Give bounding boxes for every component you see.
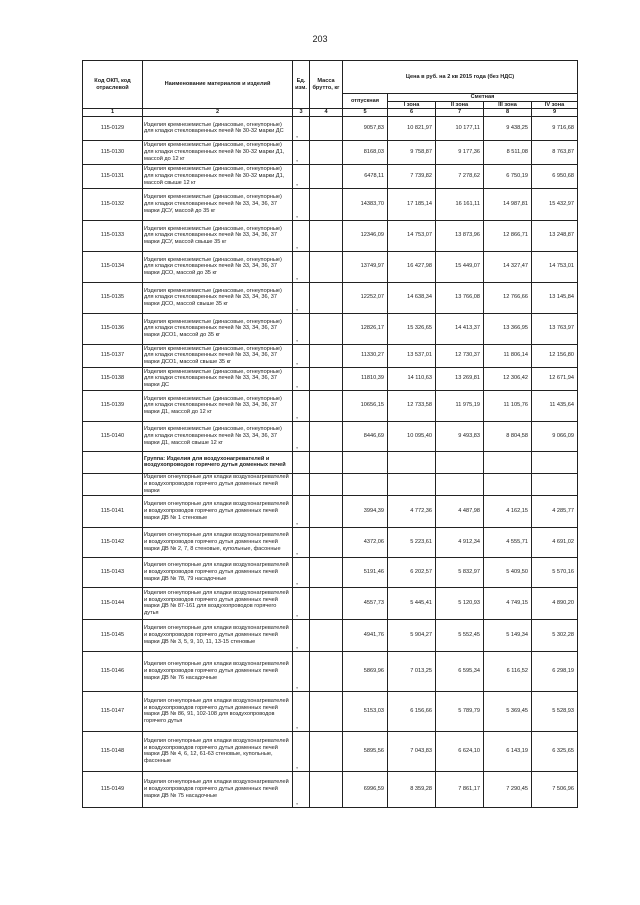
price-zone-3: 5 409,50: [484, 557, 532, 587]
price-zone-2: 5 832,97: [436, 557, 484, 587]
price-zone-4: 8 763,87: [532, 140, 578, 164]
item-code: 115-0129: [83, 116, 143, 140]
price-zone-3: 4 162,15: [484, 495, 532, 527]
unit-mark: т: [296, 551, 298, 557]
item-code: 115-0132: [83, 188, 143, 220]
price-zone-3: 4 749,15: [484, 587, 532, 619]
price-zone-2: 11 975,19: [436, 390, 484, 421]
unit-mark: т: [296, 361, 298, 367]
item-code: 115-0131: [83, 164, 143, 188]
price-zone-4: 5 528,93: [532, 691, 578, 731]
item-code: 115-0145: [83, 619, 143, 651]
item-name-text: Изделия огнеупорные для кладки воздухонагревателей и воздухопроводов горячего дутья доменных печей марки ДВ № 86, 91, 102-108 для воздухопроводов горячего дутья: [144, 698, 289, 724]
item-name: [143, 251, 298, 282]
item-mass: [310, 164, 343, 188]
price-zone-1: 9 758,87: [388, 140, 436, 164]
item-mass: [310, 495, 343, 527]
unit-mark: т: [296, 415, 298, 421]
unit-mark: т: [296, 801, 298, 807]
price-zone-1: 14 638,34: [388, 282, 436, 313]
item-name-text: Изделия огнеупорные для кладки воздухонагревателей и воздухопроводов горячего дутья доменных печей марки ДВ № 78, 79 насадочные: [144, 562, 289, 582]
table-row: [83, 771, 578, 807]
price-release: 14383,70: [343, 188, 388, 220]
column-number: 1: [83, 109, 143, 117]
price-zone-1: 10 095,40: [388, 421, 436, 451]
item-code: 115-0144: [83, 587, 143, 619]
item-name: [143, 390, 298, 421]
price-zone-1: 5 904,27: [388, 619, 436, 651]
price-zone-1: 10 821,97: [388, 116, 436, 140]
table-row: [83, 390, 578, 421]
price-zone-4: 4 285,77: [532, 495, 578, 527]
item-name-text: Изделия кремнеземистые (динасовые, огнеупорные) для кладки стекловаренных печей № 33, 34, 36, 37 марки Д1, массой свыше 12 кг: [144, 426, 282, 446]
header-code: Код ОКП, код отраслевой: [83, 61, 143, 109]
item-name-text: Изделия огнеупорные для кладки воздухонагревателей и воздухопроводов горячего дутья доменных печей марки ДВ № 76 насадочные: [144, 661, 289, 681]
price-release: 9057,83: [343, 116, 388, 140]
price-zone-2: 5 789,79: [436, 691, 484, 731]
price-zone-1: 6 202,57: [388, 557, 436, 587]
price-zone-1: 7 739,82: [388, 164, 436, 188]
header-zone-4: IV зона: [532, 101, 578, 109]
item-mass: [310, 771, 343, 807]
price-release: 12252,07: [343, 282, 388, 313]
header-zone-1: I зона: [388, 101, 436, 109]
price-zone-3: 14 327,47: [484, 251, 532, 282]
item-name-text: Изделия огнеупорные для кладки воздухонагревателей и воздухопроводов горячего дутья доменных печей марки ДВ № 2, 7, 8 стеновые, купольные, фасонные: [144, 532, 289, 552]
price-zone-3: 8 511,08: [484, 140, 532, 164]
price-zone-3: 4 555,71: [484, 527, 532, 557]
item-name-text: Изделия кремнеземистые (динасовые, огнеупорные) для кладки стекловаренных печей № 33, 34, 36, 37 марки ДСУ, массой свыше 35 кг: [144, 225, 282, 246]
item-code: 115-0139: [83, 390, 143, 421]
price-zone-3: 11 105,76: [484, 390, 532, 421]
header-zone-2: II зона: [436, 101, 484, 109]
item-name: [143, 282, 298, 313]
item-name: [143, 495, 298, 527]
item-name-text: Изделия кремнеземистые (динасовые, огнеупорные) для кладки стекловаренных печей № 33, 34, 36, 37 марки ДСО1, массой свыше 35 кг: [144, 345, 282, 366]
table-row: [83, 619, 578, 651]
price-zone-3: 9 438,25: [484, 116, 532, 140]
item-mass: [310, 527, 343, 557]
price-zone-3: 6 143,19: [484, 731, 532, 771]
item-mass: [310, 140, 343, 164]
price-release: 5895,56: [343, 731, 388, 771]
item-code: 115-0136: [83, 313, 143, 344]
item-unit: [293, 282, 310, 313]
item-name-text: Изделия огнеупорные для кладки воздухонагревателей и воздухопроводов горячего дутья доменных печей марки ДВ № 4, 6, 12, 61-63 стеновые, купольные, фасонные: [144, 738, 289, 764]
table-row: [83, 188, 578, 220]
unit-mark: т: [296, 613, 298, 619]
header-price-group: Цена в руб. на 2 кв 2015 года (без НДС): [343, 61, 578, 94]
price-zone-1: 13 537,01: [388, 344, 436, 367]
item-code: 115-0135: [83, 282, 143, 313]
unit-mark: т: [296, 134, 298, 140]
item-mass: [310, 421, 343, 451]
item-name: [143, 731, 298, 771]
table-row: [83, 251, 578, 282]
table-row: [83, 282, 578, 313]
table-row: [83, 313, 578, 344]
unit-mark: т: [296, 725, 298, 731]
item-unit: [293, 619, 310, 651]
unit-mark: т: [296, 158, 298, 164]
item-name: [143, 313, 298, 344]
unit-mark: т: [296, 245, 298, 251]
price-release: 5869,96: [343, 651, 388, 691]
table-row: [83, 557, 578, 587]
header-estimated: Сметная: [388, 94, 578, 102]
price-zone-4: 6 950,68: [532, 164, 578, 188]
price-release: 12346,09: [343, 220, 388, 251]
item-unit: [293, 188, 310, 220]
item-mass: [310, 619, 343, 651]
unit-mark: т: [296, 445, 298, 451]
price-zone-4: 11 435,64: [532, 390, 578, 421]
item-unit: [293, 344, 310, 367]
item-unit: [293, 495, 310, 527]
item-mass: [310, 557, 343, 587]
unit-mark: т: [296, 182, 298, 188]
price-zone-4: 9 716,68: [532, 116, 578, 140]
item-name: [143, 116, 298, 140]
price-zone-2: 7 861,17: [436, 771, 484, 807]
price-zone-4: 7 506,96: [532, 771, 578, 807]
price-zone-4: 15 432,97: [532, 188, 578, 220]
item-unit: [293, 731, 310, 771]
price-zone-4: 5 570,16: [532, 557, 578, 587]
column-number: 4: [310, 109, 343, 117]
price-zone-1: 7 013,25: [388, 651, 436, 691]
price-release: 4372,06: [343, 527, 388, 557]
table-row: [83, 731, 578, 771]
item-name-text: Изделия кремнеземистые (динасовые, огнеупорные) для кладки стекловаренных печей № 33, 34, 36, 37 марки ДСУ, массой до 35 кг: [144, 194, 282, 214]
item-name: [143, 344, 298, 367]
item-mass: [310, 651, 343, 691]
item-name: [143, 619, 298, 651]
item-mass: [310, 587, 343, 619]
table-row: [83, 344, 578, 367]
column-number: 2: [143, 109, 293, 117]
unit-mark: т: [296, 307, 298, 313]
item-name: [143, 771, 298, 807]
item-name-text: Изделия огнеупорные для кладки воздухонагревателей и воздухопроводов горячего дутья доменных печей марки ДВ № 87-161 для воздухопроводов горячего дутья: [144, 590, 289, 616]
table-row: [83, 495, 578, 527]
item-name: [143, 527, 298, 557]
item-unit: [293, 771, 310, 807]
price-zone-4: 12 671,94: [532, 367, 578, 390]
item-name: [143, 587, 298, 619]
price-zone-2: 5 120,93: [436, 587, 484, 619]
price-release: 6478,11: [343, 164, 388, 188]
item-name-text: Изделия кремнеземистые (динасовые, огнеупорные) для кладки стекловаренных печей № 33, 34, 36, 37 марки ДСО, массой свыше 35 кг: [144, 287, 282, 308]
item-unit: [293, 421, 310, 451]
item-name: [143, 691, 298, 731]
item-name: [143, 164, 298, 188]
price-zone-1: 12 733,58: [388, 390, 436, 421]
unit-mark: т: [296, 521, 298, 527]
item-mass: [310, 691, 343, 731]
price-release: 10656,15: [343, 390, 388, 421]
price-zone-2: 6 595,34: [436, 651, 484, 691]
price-zone-2: 13 766,08: [436, 282, 484, 313]
item-code: 115-0147: [83, 691, 143, 731]
item-unit: [293, 140, 310, 164]
item-code: 115-0146: [83, 651, 143, 691]
price-zone-2: 16 161,11: [436, 188, 484, 220]
item-name-text: Изделия кремнеземистые (динасовые, огнеупорные) для кладки стекловаренных печей № 33, 34, 36, 37 марки ДС: [144, 368, 282, 389]
price-release: 11810,39: [343, 367, 388, 390]
item-name: [143, 651, 298, 691]
price-zone-3: 11 806,14: [484, 344, 532, 367]
price-zone-3: 14 987,81: [484, 188, 532, 220]
item-mass: [310, 344, 343, 367]
item-unit: [293, 220, 310, 251]
price-zone-1: 15 326,65: [388, 313, 436, 344]
header-unit: Ед. изм.: [293, 61, 310, 109]
item-name: [143, 421, 298, 451]
item-code: 115-0137: [83, 344, 143, 367]
item-unit: [293, 527, 310, 557]
item-unit: [293, 116, 310, 140]
item-unit: [293, 390, 310, 421]
price-release: 13749,97: [343, 251, 388, 282]
item-code: 115-0134: [83, 251, 143, 282]
item-name-text: Изделия кремнеземистые (динасовые, огнеупорные) для кладки стекловаренных печей № 33, 34, 36, 37 марки ДСО1, массой до 35 кг: [144, 318, 282, 339]
table-row: [83, 651, 578, 691]
item-mass: [310, 220, 343, 251]
price-release: 12826,17: [343, 313, 388, 344]
table-row: [83, 367, 578, 390]
item-unit: [293, 587, 310, 619]
item-unit: [293, 251, 310, 282]
price-release: 6996,59: [343, 771, 388, 807]
price-release: 5153,03: [343, 691, 388, 731]
item-name-text: Изделия огнеупорные для кладки воздухонагревателей и воздухопроводов горячего дутья доменных печей марки ДВ № 75 насадочные: [144, 779, 289, 799]
item-mass: [310, 251, 343, 282]
price-zone-2: 9 177,36: [436, 140, 484, 164]
unit-mark: т: [296, 765, 298, 771]
item-unit: [293, 367, 310, 390]
price-zone-4: 5 302,28: [532, 619, 578, 651]
price-zone-4: 12 156,80: [532, 344, 578, 367]
column-number: 8: [484, 109, 532, 117]
price-zone-3: 7 290,45: [484, 771, 532, 807]
item-name-text: Изделия кремнеземистые (динасовые, огнеупорные) для кладки стекловаренных печей № 33, 34, 36, 37 марки ДСО, массой до 35 кг: [144, 256, 282, 277]
table-row: [83, 527, 578, 557]
unit-mark: т: [296, 214, 298, 220]
price-zone-2: 7 278,62: [436, 164, 484, 188]
price-zone-2: 4 912,34: [436, 527, 484, 557]
price-zone-2: 5 552,45: [436, 619, 484, 651]
table-row: [83, 140, 578, 164]
item-code: 115-0149: [83, 771, 143, 807]
price-zone-4: 6 325,65: [532, 731, 578, 771]
price-zone-4: 6 298,19: [532, 651, 578, 691]
item-code: 115-0130: [83, 140, 143, 164]
price-zone-4: 13 763,97: [532, 313, 578, 344]
price-zone-2: 4 487,98: [436, 495, 484, 527]
price-zone-2: 15 449,07: [436, 251, 484, 282]
table-row: [83, 116, 578, 140]
item-unit: [293, 651, 310, 691]
item-mass: [310, 282, 343, 313]
price-release: 8446,69: [343, 421, 388, 451]
unit-mark: т: [296, 685, 298, 691]
price-release: 8168,03: [343, 140, 388, 164]
page-number: 203: [312, 34, 328, 44]
unit-mark: т: [296, 276, 298, 282]
price-zone-1: 6 156,66: [388, 691, 436, 731]
price-zone-1: 5 223,61: [388, 527, 436, 557]
item-mass: [310, 116, 343, 140]
price-release: 11330,27: [343, 344, 388, 367]
price-zone-4: 13 248,87: [532, 220, 578, 251]
item-name-text: Изделия кремнеземистые (динасовые, огнеупорные) для кладки стекловаренных печей № 30-32 марки ДС: [144, 121, 284, 135]
price-zone-3: 6 116,52: [484, 651, 532, 691]
item-name: [143, 140, 298, 164]
column-number: 7: [436, 109, 484, 117]
item-name-text: Изделия кремнеземистые (динасовые, огнеупорные) для кладки стекловаренных печей № 30-32 марки Д1, массой свыше 12 кг: [144, 166, 285, 186]
group-title: Группа: Изделия для воздухонагревателей и воздухопроводов горячего дутья доменных печей: [143, 451, 293, 473]
table-row: [83, 220, 578, 251]
item-name: [143, 557, 298, 587]
price-zone-1: 4 772,36: [388, 495, 436, 527]
price-zone-2: 13 873,96: [436, 220, 484, 251]
price-zone-2: 9 493,83: [436, 421, 484, 451]
price-table: [82, 60, 578, 808]
item-name: [143, 367, 298, 390]
unit-mark: т: [296, 338, 298, 344]
table-row: [83, 164, 578, 188]
price-zone-2: 14 413,37: [436, 313, 484, 344]
price-zone-4: 9 066,09: [532, 421, 578, 451]
item-unit: [293, 557, 310, 587]
unit-mark: т: [296, 384, 298, 390]
price-zone-4: 4 691,02: [532, 527, 578, 557]
item-mass: [310, 731, 343, 771]
item-unit: [293, 691, 310, 731]
price-zone-1: 7 043,83: [388, 731, 436, 771]
header-release: отпускная: [343, 94, 388, 109]
item-unit: [293, 313, 310, 344]
item-name-text: Изделия кремнеземистые (динасовые, огнеупорные) для кладки стекловаренных печей № 30-32 марки Д1, массой до 12 кг: [144, 142, 285, 162]
price-zone-4: 14 753,01: [532, 251, 578, 282]
price-zone-3: 5 369,45: [484, 691, 532, 731]
price-zone-1: 5 445,41: [388, 587, 436, 619]
price-zone-2: 12 730,37: [436, 344, 484, 367]
item-code: 115-0142: [83, 527, 143, 557]
price-zone-2: 6 624,10: [436, 731, 484, 771]
item-code: 115-0148: [83, 731, 143, 771]
column-number: 9: [532, 109, 578, 117]
unit-mark: т: [296, 581, 298, 587]
column-number: 5: [343, 109, 388, 117]
price-zone-3: 12 866,71: [484, 220, 532, 251]
subgroup-title: Изделия огнеупорные для кладки воздухонагревателей и воздухопроводов горячего дутья доменных печей марки: [143, 473, 293, 495]
price-zone-3: 6 750,19: [484, 164, 532, 188]
column-number: 6: [388, 109, 436, 117]
item-mass: [310, 390, 343, 421]
header-mass: Масса брутто, кг: [310, 61, 343, 109]
item-name-text: Изделия огнеупорные для кладки воздухонагревателей и воздухопроводов горячего дутья доменных печей марки ДВ № 3, 5, 9, 10, 11, 13-15 стеновые: [144, 625, 289, 645]
table-row: [83, 587, 578, 619]
price-release: 5191,46: [343, 557, 388, 587]
header-name: Наименование материалов и изделий: [143, 61, 293, 109]
item-mass: [310, 188, 343, 220]
price-zone-3: 13 366,95: [484, 313, 532, 344]
price-zone-4: 4 890,20: [532, 587, 578, 619]
item-name: [143, 188, 298, 220]
price-zone-1: 14 753,07: [388, 220, 436, 251]
price-zone-3: 8 804,58: [484, 421, 532, 451]
price-release: 4557,73: [343, 587, 388, 619]
table-row: [83, 691, 578, 731]
item-name-text: Изделия кремнеземистые (динасовые, огнеупорные) для кладки стекловаренных печей № 33, 34, 36, 37 марки Д1, массой до 12 кг: [144, 395, 282, 416]
unit-mark: т: [296, 645, 298, 651]
price-zone-1: 14 110,63: [388, 367, 436, 390]
price-zone-1: 8 359,28: [388, 771, 436, 807]
column-number: 3: [293, 109, 310, 117]
price-zone-1: 16 427,98: [388, 251, 436, 282]
price-zone-2: 13 269,81: [436, 367, 484, 390]
price-release: 3994,39: [343, 495, 388, 527]
item-mass: [310, 367, 343, 390]
price-zone-3: 12 766,66: [484, 282, 532, 313]
item-code: 115-0133: [83, 220, 143, 251]
item-code: 115-0141: [83, 495, 143, 527]
price-zone-1: 17 185,14: [388, 188, 436, 220]
header-zone-3: III зона: [484, 101, 532, 109]
item-name: [143, 220, 298, 251]
item-code: 115-0140: [83, 421, 143, 451]
price-zone-3: 12 306,42: [484, 367, 532, 390]
item-code: 115-0138: [83, 367, 143, 390]
table-row: [83, 421, 578, 451]
price-zone-2: 10 177,11: [436, 116, 484, 140]
item-name-text: Изделия огнеупорные для кладки воздухонагревателей и воздухопроводов горячего дутья доменных печей марки ДВ № 1 стеновые: [144, 501, 289, 521]
price-zone-3: 5 149,34: [484, 619, 532, 651]
item-code: 115-0143: [83, 557, 143, 587]
item-unit: [293, 164, 310, 188]
item-mass: [310, 313, 343, 344]
price-zone-4: 13 145,84: [532, 282, 578, 313]
price-release: 4941,76: [343, 619, 388, 651]
